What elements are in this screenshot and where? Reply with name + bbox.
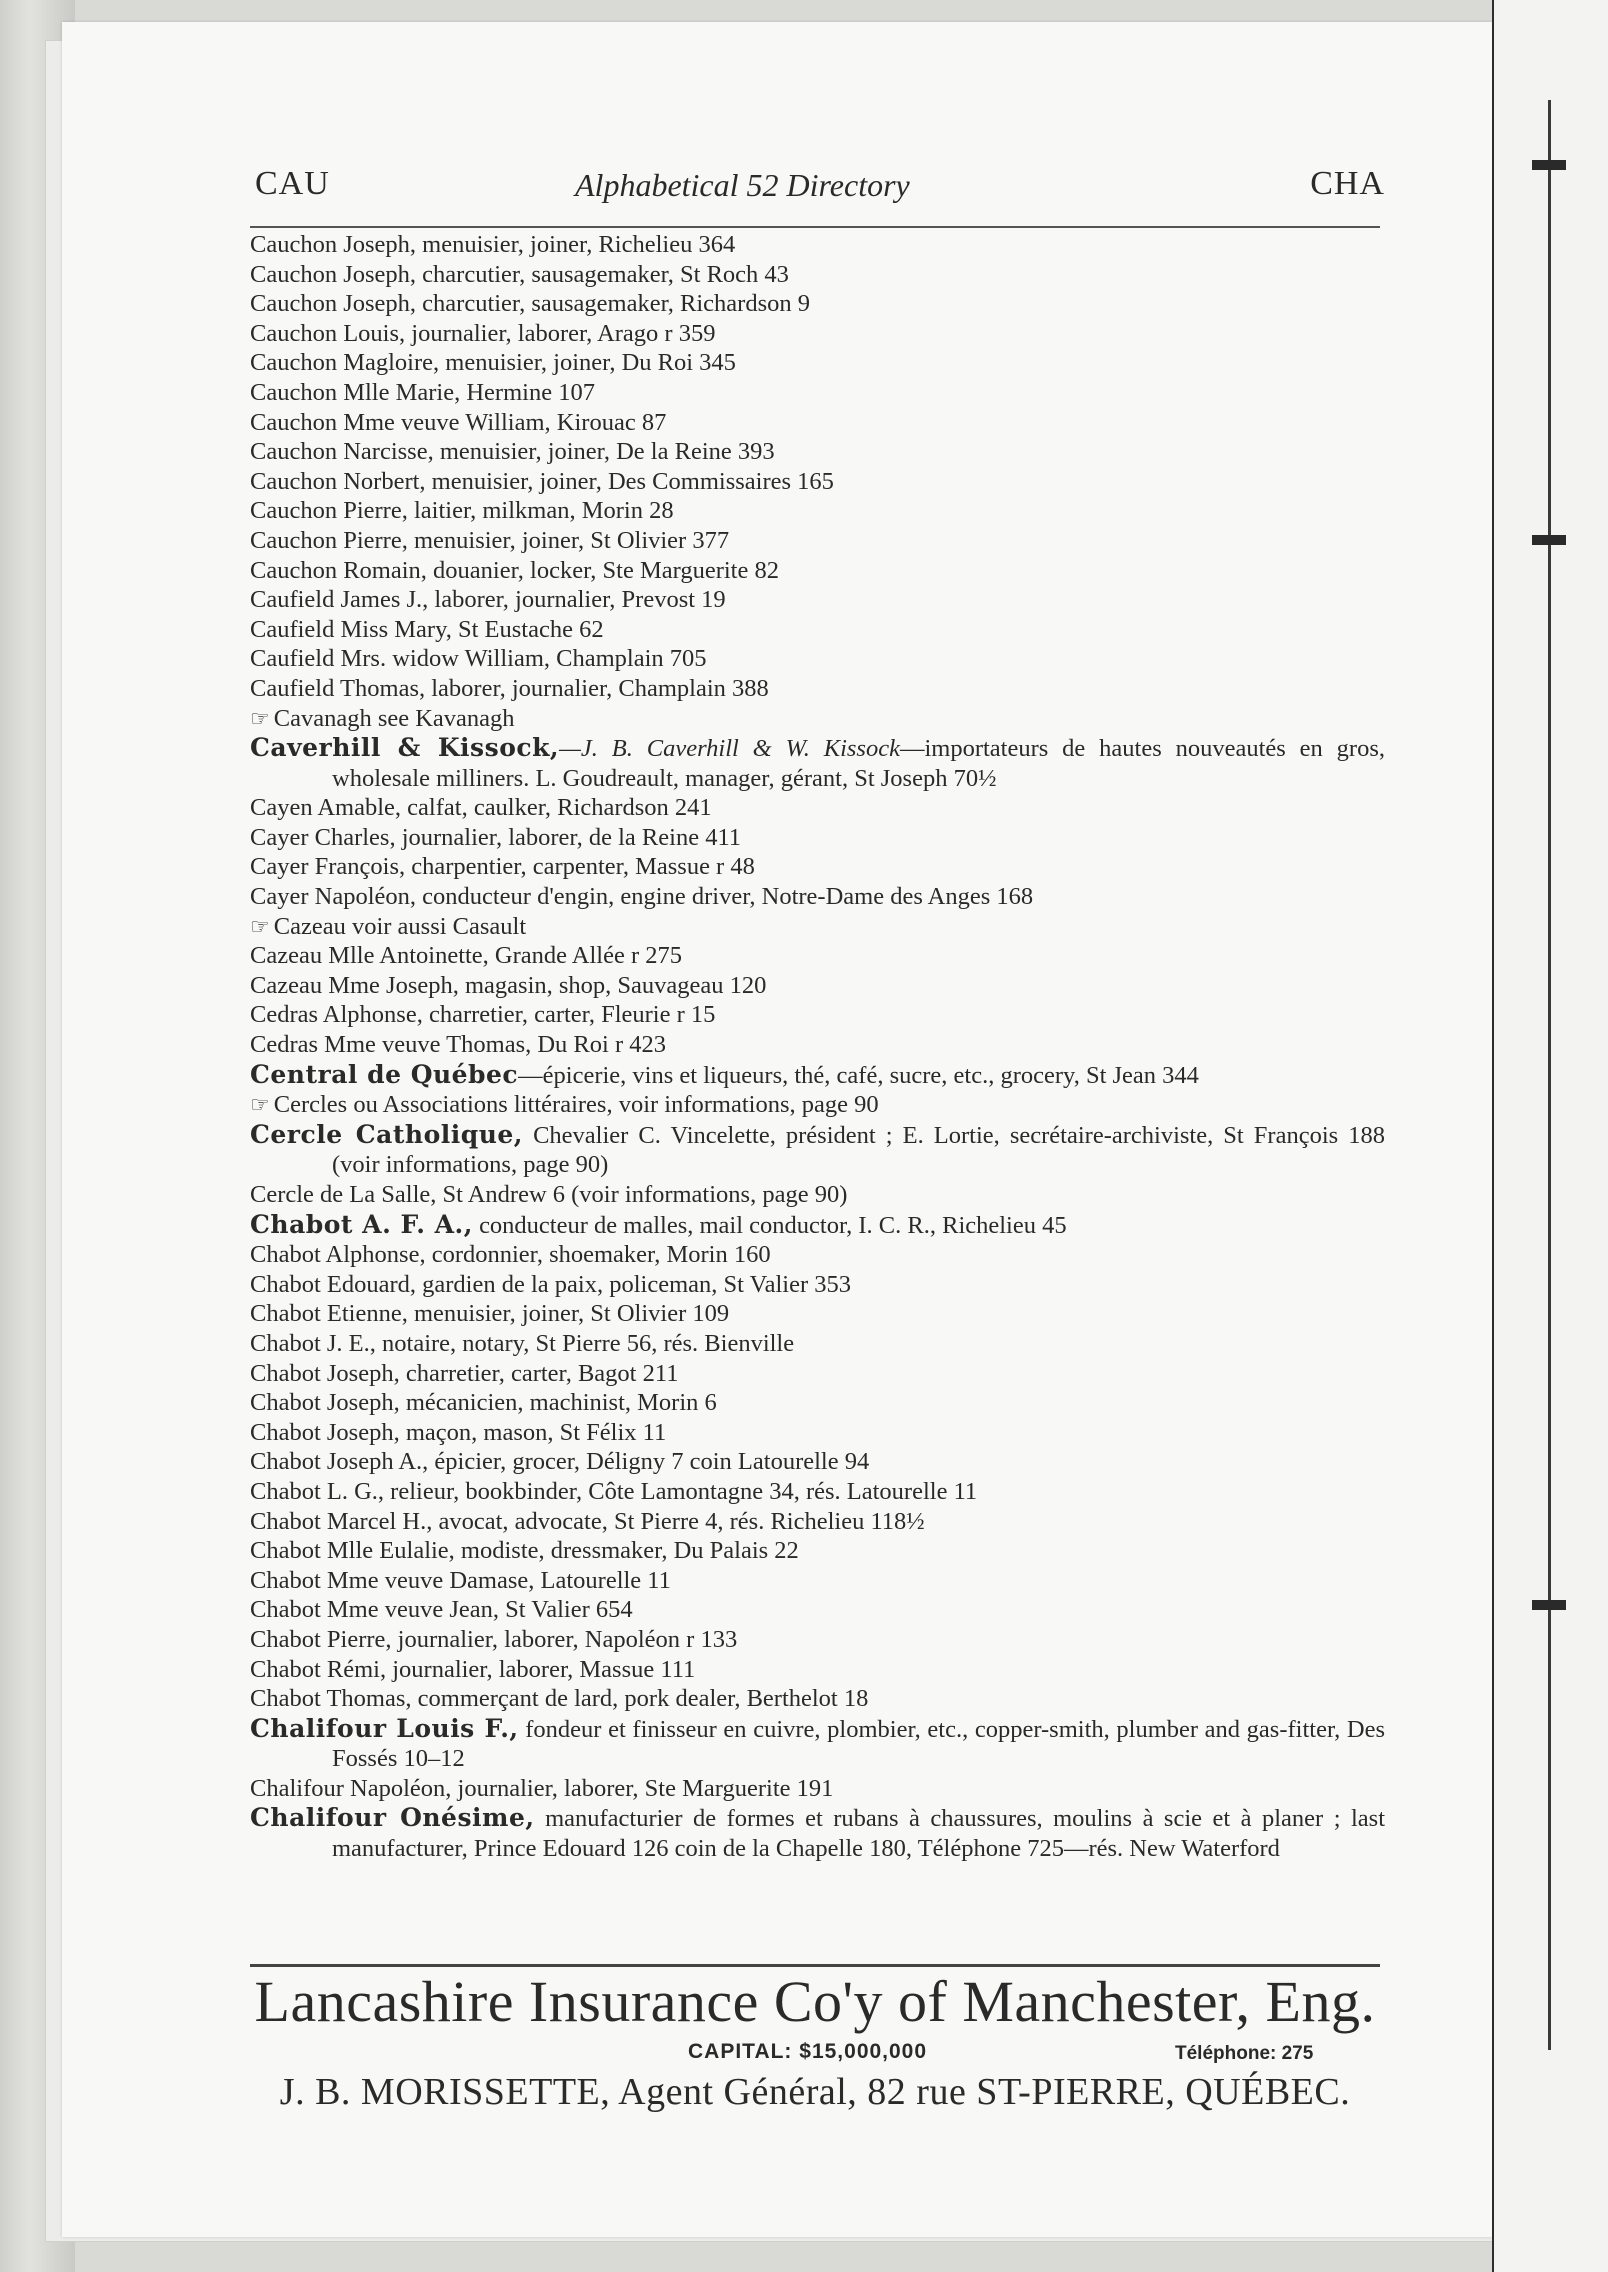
directory-entry [250, 793, 1385, 823]
entry-text: Caufield Mrs. widow William, Champlain 705 [250, 645, 707, 673]
directory-entry [250, 556, 1385, 586]
entry-text: Cazeau Mme Joseph, magasin, shop, Sauvageau 120 [250, 971, 767, 999]
directory-entry [250, 1774, 1385, 1804]
directory-entry [250, 1329, 1385, 1359]
directory-entry [250, 1803, 1385, 1863]
entry-text: Chabot Joseph A., épicier, grocer, Déligny 7 coin Latourelle 94 [250, 1448, 870, 1476]
entry-text: Cercles ou Associations littéraires, voir informations, page 90 [273, 1091, 879, 1119]
page-header [255, 165, 1385, 215]
directory-entry [250, 912, 1385, 942]
entry-text: Chabot Mme veuve Damase, Latourelle 11 [250, 1566, 671, 1594]
entry-text: Caufield Thomas, laborer, journalier, Champlain 388 [250, 674, 769, 702]
directory-entry [250, 1060, 1385, 1091]
directory-entry [250, 496, 1385, 526]
directory-entry [250, 941, 1385, 971]
entry-bold-name: Chabot A. F. A., [250, 1209, 473, 1239]
entry-text: Cauchon Pierre, laitier, milkman, Morin 28 [250, 497, 674, 525]
pointing-hand-icon: ☞ [250, 705, 270, 731]
entry-text: Chabot Etienne, menuisier, joiner, St Olivier 109 [250, 1300, 730, 1328]
entry-text: Cauchon Romain, douanier, locker, Ste Marguerite 82 [250, 556, 779, 584]
entry-text: Cazeau Mlle Antoinette, Grande Allée r 275 [250, 942, 683, 970]
entry-text: Cayen Amable, calfat, caulker, Richardson 241 [250, 794, 712, 822]
directory-entry [250, 1359, 1385, 1389]
directory-entry [250, 674, 1385, 704]
entry-text: Cauchon Joseph, charcutier, sausagemaker, Richardson 9 [250, 290, 810, 318]
header-range-start: CAU [255, 165, 330, 202]
directory-entry [250, 615, 1385, 645]
directory-entries [250, 230, 1385, 1864]
entry-text: Cazeau voir aussi Casault [273, 912, 527, 940]
directory-entry [250, 1210, 1385, 1241]
entry-text: Cauchon Narcisse, menuisier, joiner, De la Reine 393 [250, 438, 775, 466]
entry-bold-name: Cercle Catholique, [250, 1119, 524, 1149]
entry-text: Cauchon Norbert, menuisier, joiner, Des Commissaires 165 [250, 467, 834, 495]
directory-entry [250, 378, 1385, 408]
entry-text: Caufield Miss Mary, St Eustache 62 [250, 615, 604, 643]
entry-text: Cauchon Joseph, menuisier, joiner, Richelieu 364 [250, 231, 736, 258]
directory-entry [250, 1566, 1385, 1596]
entry-text: manufacturier de formes et rubans à chaussures, moulins à scie et à planer ; last manufacturer, Prince Edouard 126 coin de la Chapelle 180, Téléphone 725—rés. New Waterford [332, 1805, 1386, 1863]
entry-text: Chabot L. G., relieur, bookbinder, Côte Lamontagne 34, rés. Latourelle 11 [250, 1477, 978, 1505]
entry-text: Chabot Pierre, journalier, laborer, Napoléon r 133 [250, 1625, 738, 1653]
advertisement-title: Lancashire Insurance Co'y of Manchester, Eng. [254, 1969, 1376, 2034]
entry-text: Cercle de La Salle, St Andrew 6 (voir informations, page 90) [250, 1181, 848, 1208]
directory-entry [250, 644, 1385, 674]
entry-text: —épicerie, vins et liqueurs, thé, café, sucre, etc., grocery, St Jean 344 [518, 1061, 1199, 1089]
directory-entry [250, 823, 1385, 853]
entry-text: Cayer François, charpentier, carpenter, Massue r 48 [250, 853, 755, 881]
directory-entry [250, 408, 1385, 438]
binding-line [1548, 100, 1551, 2050]
entry-text: Cedras Mme veuve Thomas, Du Roi r 423 [250, 1031, 666, 1059]
directory-entry [250, 704, 1385, 734]
directory-entry [250, 1180, 1385, 1210]
directory-entry [250, 1447, 1385, 1477]
entry-text: Cauchon Louis, journalier, laborer, Arago r 359 [250, 319, 716, 347]
entry-bold-name: Caverhill & Kissock, [250, 733, 560, 763]
directory-entry [250, 882, 1385, 912]
directory-entry [250, 1120, 1385, 1180]
directory-entry [250, 1684, 1385, 1714]
directory-entry [250, 1625, 1385, 1655]
entry-text: Chabot Joseph, mécanicien, machinist, Morin 6 [250, 1389, 717, 1417]
entry-text: Cauchon Joseph, charcutier, sausagemaker, St Roch 43 [250, 260, 789, 288]
advertisement-capital: CAPITAL: $15,000,000 [688, 2040, 928, 2063]
directory-entry [250, 1477, 1385, 1507]
header-rule [250, 226, 1380, 228]
entry-text: fondeur et finisseur en cuivre, plombier, etc., copper-smith, plumber and gas-fitter, Des Fossés 10–12 [332, 1715, 1386, 1773]
entry-text: Chalifour Napoléon, journalier, laborer, Ste Marguerite 191 [250, 1774, 834, 1802]
directory-entry [250, 1655, 1385, 1685]
directory-entry [250, 230, 1385, 260]
directory-entry [250, 260, 1385, 290]
directory-entry [250, 1270, 1385, 1300]
directory-entry [250, 319, 1385, 349]
directory-entry [250, 526, 1385, 556]
entry-bold-name: Chalifour Onésime, [250, 1803, 535, 1833]
entry-text: conducteur de malles, mail conductor, I. C. R., Richelieu 45 [472, 1211, 1067, 1239]
entry-text: Chabot Edouard, gardien de la paix, policeman, St Valier 353 [250, 1270, 852, 1298]
directory-entry [250, 1240, 1385, 1270]
entry-italic-text: —J. B. Caverhill & W. Kissock [559, 735, 900, 763]
entry-text: —importateurs de hautes nouveautés en gros, wholesale milliners. L. Goudreault, manager, gérant, St Joseph 70½ [332, 735, 1385, 792]
directory-entry [250, 437, 1385, 467]
entry-text: Cayer Napoléon, conducteur d'engin, engine driver, Notre-Dame des Anges 168 [250, 883, 1034, 911]
entry-text: Chabot Thomas, commerçant de lard, pork dealer, Berthelot 18 [250, 1685, 869, 1713]
entry-text: Cedras Alphonse, charretier, carter, Fleurie r 15 [250, 1001, 716, 1029]
directory-entry [250, 1418, 1385, 1448]
entry-text: Chabot Marcel H., avocat, advocate, St Pierre 4, rés. Richelieu 118½ [250, 1507, 925, 1535]
entry-text: Cavanagh see Kavanagh [273, 704, 515, 732]
entry-text: Chevalier C. Vincelette, président ; E. Lortie, secrétaire-archiviste, St François 188 (voir informations, page 90) [332, 1121, 1386, 1179]
directory-entry [250, 1299, 1385, 1329]
directory-entry [250, 1595, 1385, 1625]
directory-entry [250, 1507, 1385, 1537]
entry-text: Chabot Mme veuve Jean, St Valier 654 [250, 1596, 633, 1624]
entry-text: Chabot Rémi, journalier, laborer, Massue 111 [250, 1655, 696, 1683]
entry-text: Cauchon Mme veuve William, Kirouac 87 [250, 408, 667, 436]
entry-bold-name: Central de Québec [250, 1059, 519, 1089]
directory-entry [250, 1388, 1385, 1418]
directory-entry [250, 733, 1385, 793]
directory-entry [250, 1536, 1385, 1566]
header-title: Alphabetical 52 Directory [575, 167, 910, 203]
entry-text: Cauchon Pierre, menuisier, joiner, St Olivier 377 [250, 526, 730, 554]
entry-text: Chabot Mlle Eulalie, modiste, dressmaker, Du Palais 22 [250, 1537, 799, 1565]
pointing-hand-icon: ☞ [250, 1092, 270, 1118]
entry-text: Cauchon Mlle Marie, Hermine 107 [250, 378, 595, 406]
directory-entry [250, 1090, 1385, 1120]
pointing-hand-icon: ☞ [250, 913, 270, 939]
advertisement-agent: J. B. MORISSETTE, Agent Général, 82 rue ST-PIERRE, QUÉBEC. [279, 2071, 1351, 2113]
directory-entry [250, 348, 1385, 378]
binding-clip [1532, 160, 1566, 170]
entry-bold-name: Chalifour Louis F., [250, 1713, 519, 1743]
entry-text: Cayer Charles, journalier, laborer, de la Reine 411 [250, 823, 742, 851]
advertisement-telephone: Téléphone: 275 [1175, 2043, 1314, 2064]
directory-entry [250, 289, 1385, 319]
directory-entry [250, 1714, 1385, 1774]
binding-clip [1532, 1600, 1566, 1610]
header-range-end: CHA [1310, 165, 1385, 202]
entry-text: Chabot Alphonse, cordonnier, shoemaker, Morin 160 [250, 1241, 771, 1269]
entry-text: Chabot Joseph, charretier, carter, Bagot 211 [250, 1359, 679, 1387]
directory-entry [250, 971, 1385, 1001]
binding-clip [1532, 535, 1566, 545]
directory-entry [250, 1030, 1385, 1060]
entry-text: Caufield James J., laborer, journalier, Prevost 19 [250, 586, 726, 614]
entry-text: Cauchon Magloire, menuisier, joiner, Du Roi 345 [250, 349, 736, 377]
entry-text: Chabot Joseph, maçon, mason, St Félix 11 [250, 1418, 667, 1446]
directory-entry [250, 585, 1385, 615]
directory-entry [250, 852, 1385, 882]
advertisement-rule [250, 1964, 1380, 1967]
directory-entry [250, 1000, 1385, 1030]
entry-text: Chabot J. E., notaire, notary, St Pierre 56, rés. Bienville [250, 1329, 795, 1357]
directory-entry [250, 467, 1385, 497]
